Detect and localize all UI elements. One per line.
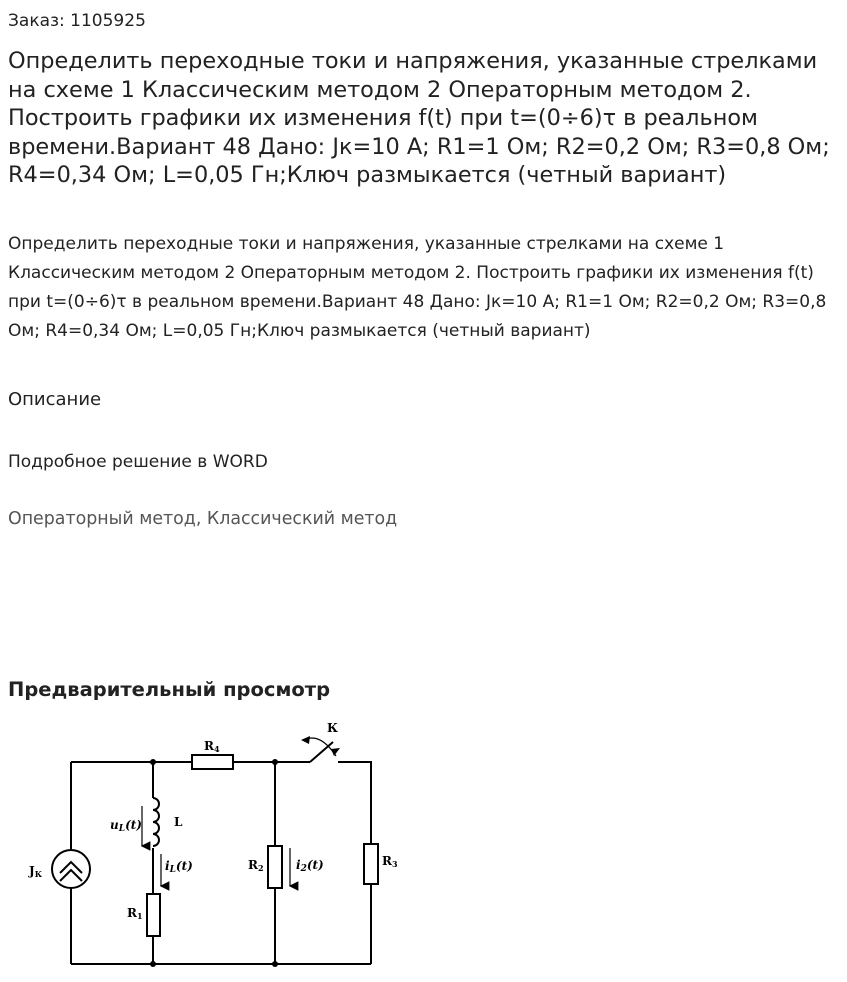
resistor-r4	[192, 755, 233, 769]
label-ul: uL(t)	[110, 818, 142, 834]
label-r4: R4	[204, 739, 220, 754]
inductor-coil	[153, 798, 159, 846]
switch-arc-arrow-left	[301, 736, 310, 744]
top-right-wire	[338, 762, 371, 844]
description-section-label: Описание	[8, 389, 102, 410]
label-switch: К	[327, 721, 338, 735]
solution-text: Подробное решение в WORD	[8, 452, 268, 472]
resistor-r1	[147, 894, 160, 936]
page-title: Определить переходные токи и напряжения, указанные стрелками на схеме 1 Классическим методом 2 Операторным методом 2. Построить графики их изменения f(t) при t=(0÷6)τ в реальном времени.Вариант 48 Дано: Jк=10 А; R1=1 Ом; R2=0,2 Ом; R3=0,8 Ом; R4=0,34 Ом; L=0,05 Гн;Ключ размыкается (четный вариант)	[8, 48, 830, 189]
tag-classical-method[interactable]: Классический метод	[206, 509, 398, 529]
node-top-mid	[272, 759, 278, 765]
tag-operator-method[interactable]: Операторный метод	[8, 509, 196, 529]
circuit-schematic	[20, 718, 420, 978]
switch-blade	[310, 742, 333, 762]
label-inductor: L	[174, 815, 183, 829]
label-r1: R1	[127, 906, 143, 921]
node-bottom-left	[150, 961, 156, 967]
node-bottom-mid	[272, 961, 278, 967]
label-r3: R3	[382, 854, 398, 869]
label-r2: R2	[248, 858, 264, 873]
node-top-left	[150, 759, 156, 765]
tag-separator: ,	[195, 509, 207, 529]
resistor-r2	[268, 846, 282, 888]
label-i2: i2(t)	[296, 858, 324, 874]
preview-heading: Предварительный просмотр	[8, 678, 331, 701]
label-il: iL(t)	[165, 859, 193, 875]
label-source: JК	[29, 864, 42, 879]
task-description: Определить переходные токи и напряжения, указанные стрелками на схеме 1 Классическим методом 2 Операторным методом 2. Построить графики их изменения f(t) при t=(0÷6)τ в реальном времени.Вариант 48 Дано: Jк=10 А; R1=1 Ом; R2=0,2 Ом; R3=0,8 Ом; R4=0,34 Ом; L=0,05 Гн;Ключ размыкается (четный вариант)	[8, 234, 827, 341]
tag-list	[8, 508, 397, 530]
resistor-r3	[364, 844, 378, 884]
order-number: Заказ: 1105925	[8, 11, 146, 31]
current-source-arrows	[60, 862, 82, 881]
